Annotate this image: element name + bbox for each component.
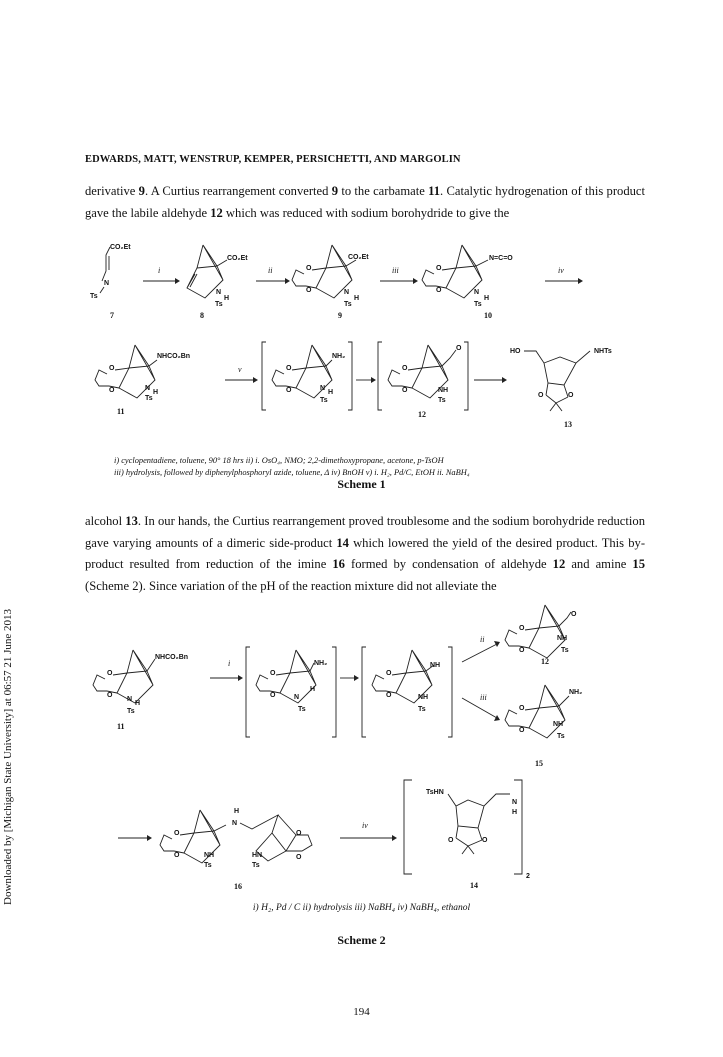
tshn-label: TsHN [426, 789, 444, 796]
paragraph-2: alcohol 13. In our hands, the Curtius rearrangement proved troublesome and the sodium borohydride reduction gave varying amounts of a dimeric side-product 14 which lowered the yield of the desired product. This by-product resulted from reduction of the imine 16 formed by condensation of aldehyde 12 and amine 15 (Scheme 2). Since variation of the pH of the reaction mixture did not alleviate the [85, 514, 646, 593]
nh2-label: NH₂ [332, 353, 346, 360]
arrow-step-iii [462, 693, 500, 721]
h-label: H [328, 389, 334, 396]
subscript-2: 2 [526, 873, 530, 880]
o-label: O [109, 365, 115, 372]
o-label: O [519, 727, 525, 734]
step-label-ii: ii [480, 635, 485, 644]
n-label: N [320, 385, 326, 392]
o-label: O [448, 837, 454, 844]
o-label: O [519, 647, 525, 654]
compound-14-structure [404, 780, 530, 890]
o-label: O [519, 625, 525, 632]
o-label: O [296, 830, 302, 837]
compound-9-structure [292, 245, 369, 320]
arrow-to-13 [474, 377, 507, 383]
ho-label: HO [510, 348, 521, 355]
compound-12-structure [505, 605, 577, 666]
ts-label: Ts [344, 301, 352, 308]
h-label: H [512, 809, 518, 816]
step-label-iii: iii [392, 266, 399, 275]
arrow-step-v [225, 365, 258, 383]
compound-label-7: 7 [110, 311, 114, 320]
compound-16-structure [160, 808, 312, 891]
o-label: O [456, 345, 462, 352]
nh-label: NH [553, 721, 564, 728]
step-label-ii: ii [268, 266, 273, 275]
o-label: O [519, 705, 525, 712]
imine-intermediate-structure [362, 647, 452, 737]
nh-label: NH [430, 662, 441, 669]
scheme-1-structures [0, 235, 723, 485]
step-label-i: i [228, 659, 231, 668]
o-label: O [286, 387, 292, 394]
step-label-i: i [158, 266, 161, 275]
n-label: N [104, 280, 110, 287]
nh2-label: NH₂ [569, 689, 583, 696]
ts-label: Ts [418, 706, 426, 713]
arrow-step-iv [340, 821, 397, 841]
o-label: O [482, 837, 488, 844]
h-label: H [484, 295, 490, 302]
o-label: O [402, 365, 408, 372]
o-label: O [174, 830, 180, 837]
scheme-1-conditions-line-2: iii) hydrolysis, followed by diphenylphosphoryl azide, toluene, Δ iv) BnOH v) i. H₂, Pd/C, EtOH ii. NaBH₄ [114, 468, 470, 477]
arrow-step-iii [380, 266, 418, 284]
ts-label: Ts [127, 708, 135, 715]
compound-label-11: 11 [117, 722, 125, 731]
o-label: O [107, 692, 113, 699]
ts-label: Ts [298, 706, 306, 713]
compound-15-structure [505, 685, 582, 768]
n-label: N [474, 289, 480, 296]
ts-label: Ts [145, 395, 153, 402]
n-label: N [512, 799, 518, 806]
download-watermark: Downloaded by [Michigan State University] at 06:57 21 June 2013 [2, 608, 14, 905]
co2et-label: CO₂Et [227, 255, 248, 262]
arrow-to-imine [340, 675, 359, 681]
scheme-1-caption: Scheme 1 [337, 477, 386, 491]
arrow-step-iv [545, 266, 583, 284]
compound-7-structure [90, 244, 131, 320]
nh-label: NH [204, 852, 215, 859]
o-label: O [436, 287, 442, 294]
ts-label: Ts [438, 397, 446, 404]
scheme-2-caption: Scheme 2 [337, 933, 386, 947]
scheme-1-conditions-line-1: i) cyclopentadiene, toluene, 90° 18 hrs ii) i. OsO₄, NMO; 2,2-dimethoxypropane, acetone, p-TsOH [114, 456, 444, 465]
nhco2bn-label: NHCO₂Bn [155, 654, 189, 661]
compound-label-13: 13 [564, 420, 572, 429]
h-label: H [224, 295, 230, 302]
compound-label-10: 10 [484, 311, 492, 320]
n-label: N [294, 694, 300, 701]
h-label: H [234, 808, 240, 815]
compound-label-14: 14 [470, 881, 478, 890]
hn-label: HN [252, 852, 263, 859]
ts-label: Ts [204, 862, 212, 869]
arrow-step-i [143, 266, 180, 284]
compound-label-12: 12 [418, 410, 426, 419]
n-label: N [216, 289, 222, 296]
o-label: O [568, 392, 574, 399]
o-label: O [107, 670, 113, 677]
compound-8-structure [187, 245, 248, 320]
h-label: H [153, 389, 159, 396]
arrow-to-16 [118, 835, 152, 841]
ts-label: Ts [90, 293, 98, 300]
ts-label: Ts [561, 647, 569, 654]
h-label: H [310, 686, 316, 693]
n-label: N [344, 289, 350, 296]
step-label-iv: iv [558, 266, 564, 275]
h-label: H [354, 295, 360, 302]
co2et-label: CO₂Et [110, 244, 131, 251]
compound-13-structure [510, 348, 612, 429]
ts-label: Ts [215, 301, 223, 308]
o-label: O [174, 852, 180, 859]
o-label: O [386, 692, 392, 699]
scheme-2-structures [0, 600, 723, 920]
compound-label-15: 15 [535, 759, 543, 768]
o-label: O [270, 670, 276, 677]
paragraph-1: derivative 9. A Curtius rearrangement converted 9 to the carbamate 11. Catalytic hydrogenation of this product gave the labile aldehyde 12 which was reduced with sodium borohydride to give the [85, 184, 646, 220]
compound-11-structure [95, 345, 190, 416]
scheme-2-conditions: i) H₂, Pd / C ii) hydrolysis iii) NaBH₄ iv) NaBH₄, ethanol [252, 903, 471, 913]
compound-label-16: 16 [234, 882, 242, 891]
co2et-label: CO₂Et [348, 254, 369, 261]
o-label: O [270, 692, 276, 699]
arrow-step-ii [462, 635, 500, 662]
o-label: O [306, 287, 312, 294]
running-header: EDWARDS, MATT, WENSTRUP, KEMPER, PERSICHETTI, AND MARGOLIN [85, 154, 461, 165]
ts-label: Ts [252, 862, 260, 869]
nhco2bn-label: NHCO₂Bn [157, 353, 191, 360]
amine-intermediate-structure [246, 647, 336, 737]
ts-label: Ts [474, 301, 482, 308]
ts-label: Ts [557, 733, 565, 740]
compound-12-structure [378, 342, 468, 419]
o-label: O [538, 392, 544, 399]
o-label: O [296, 854, 302, 861]
step-label-iii: iii [480, 693, 487, 702]
compound-label-12: 12 [541, 657, 549, 666]
step-label-v: v [238, 365, 242, 374]
ts-label: Ts [320, 397, 328, 404]
o-label: O [402, 387, 408, 394]
o-label: O [306, 265, 312, 272]
nh-label: NH [557, 635, 568, 642]
o-label: O [571, 611, 577, 618]
n-label: N [232, 820, 238, 827]
h-label: H [135, 700, 141, 707]
compound-label-11: 11 [117, 407, 125, 416]
compound-10-structure [422, 245, 513, 320]
o-label: O [109, 387, 115, 394]
nh2-label: NH₂ [314, 660, 328, 667]
arrow-to-12 [356, 377, 376, 383]
amine-intermediate-structure [262, 342, 352, 410]
n-label: N [127, 696, 133, 703]
o-label: O [436, 265, 442, 272]
page-number: 194 [353, 1006, 370, 1018]
isocyanate-label: N=C=O [489, 255, 513, 262]
o-label: O [286, 365, 292, 372]
arrow-step-ii [256, 266, 290, 284]
nhts-label: NHTs [594, 348, 612, 355]
step-label-iv: iv [362, 821, 368, 830]
compound-label-8: 8 [200, 311, 204, 320]
n-label: N [145, 385, 151, 392]
nh-label: NH [418, 694, 429, 701]
arrow-step-i [210, 659, 243, 681]
scheme-1-conditions [114, 455, 674, 479]
compound-label-9: 9 [338, 311, 342, 320]
o-label: O [386, 670, 392, 677]
compound-11-structure [93, 650, 188, 731]
nh-label: NH [438, 387, 449, 394]
